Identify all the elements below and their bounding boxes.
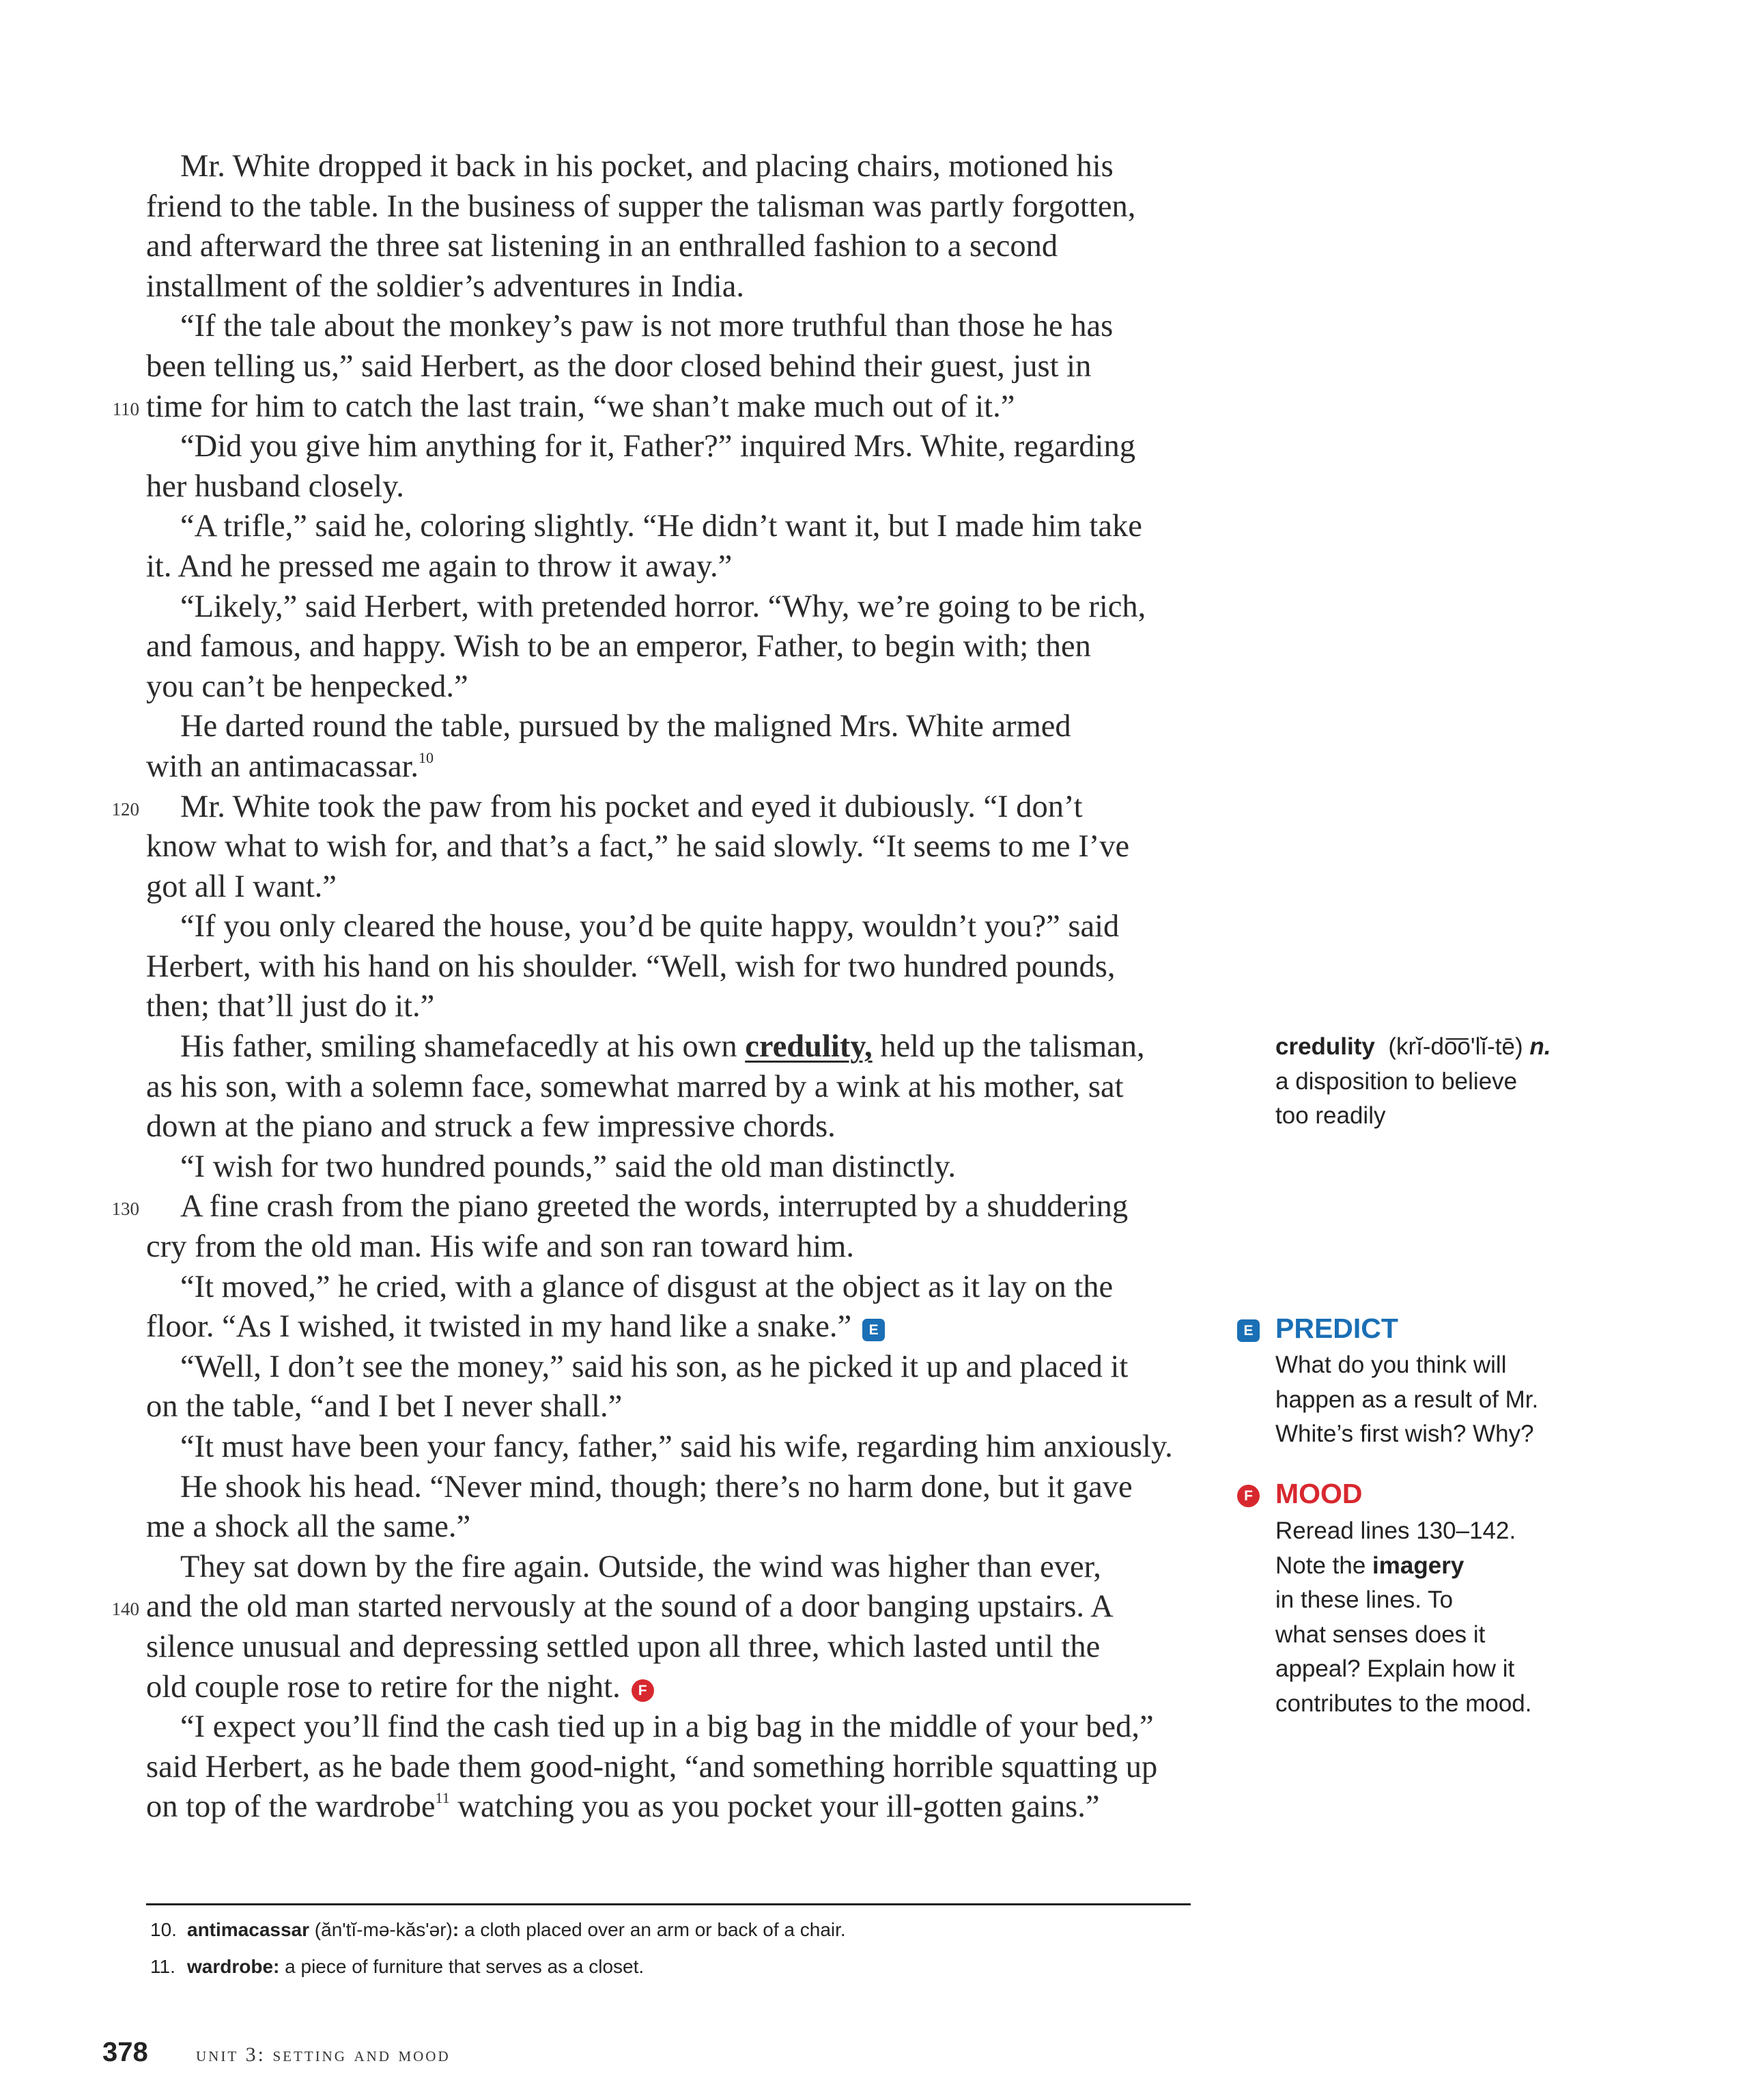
line-text: and afterward the three sat listening in an enthralled fashion to a second (146, 229, 1058, 264)
text-line (146, 467, 1188, 507)
text-line (146, 1548, 1188, 1588)
vocabulary-word[interactable]: credulity, (745, 1029, 873, 1065)
line-text: They sat down by the fire again. Outside, the wind was higher than ever, (180, 1549, 1101, 1584)
text-line (146, 1268, 1188, 1308)
line-text: you can’t be henpecked.” (146, 669, 468, 704)
line-text: cry from the old man. His wife and son ran toward him. (146, 1229, 854, 1265)
callout-line: What do you think will (1275, 1352, 1507, 1378)
callout-marker-e: E (862, 1319, 885, 1341)
callout-line: happen as a result of Mr. (1275, 1386, 1539, 1413)
page-number: 378 (102, 2037, 148, 2067)
text-line (146, 227, 1188, 267)
line-text: time for him to catch the last train, “we shan’t make much out of it.” (146, 389, 1015, 424)
text-line (146, 1627, 1188, 1668)
line-text: He darted round the table, pursued by the maligned Mrs. White armed (180, 709, 1071, 744)
text-line (146, 907, 1188, 947)
text-line (111, 787, 1188, 828)
mood-heading: MOOD (1275, 1478, 1363, 1509)
footnote-reference[interactable]: 11 (435, 1789, 450, 1807)
line-text: said Herbert, as he bade them good-night, “and something horrible squatting up (146, 1749, 1158, 1784)
line-text: “Did you give him anything for it, Father?” inquired Mrs. White, regarding (180, 429, 1135, 464)
text-line (146, 1668, 1188, 1708)
text-line (146, 1787, 1188, 1828)
line-text: watching you as you pocket your ill-gotten gains.” (449, 1789, 1100, 1825)
footnote-text: a cloth placed over an arm or back of a chair. (459, 1919, 846, 1940)
line-text: “A trifle,” said he, coloring slightly. “He didn’t want it, but I made him take (180, 509, 1142, 544)
footnote-number: 10. (150, 1919, 177, 1940)
story-text (111, 147, 1188, 1828)
running-footer (196, 2043, 451, 2067)
text-line (111, 1587, 1188, 1627)
line-text: silence unusual and depressing settled upon all three, which lasted until the (146, 1629, 1101, 1664)
vocab-pronunciation: (krĭ-do͞oʹlĭ-tē) (1388, 1033, 1523, 1060)
line-text: “It moved,” he cried, with a glance of disgust at the object as it lay on the (180, 1269, 1114, 1304)
line-text: His father, smiling shamefacedly at his own (180, 1029, 746, 1065)
text-line (146, 1748, 1188, 1788)
line-text: then; that’ll just do it.” (146, 989, 435, 1024)
text-line (146, 1468, 1188, 1508)
text-line (146, 187, 1188, 227)
line-text: as his son, with a solemn face, somewhat marred by a wink at his mother, sat (146, 1069, 1124, 1104)
footnote (150, 1956, 644, 1978)
text-line (146, 1307, 1188, 1347)
line-text: old couple rose to retire for the night. (146, 1669, 621, 1705)
text-line (146, 1507, 1188, 1548)
line-text: held up the talisman, (872, 1029, 1145, 1065)
text-line (146, 747, 1188, 787)
text-line (112, 387, 1188, 428)
text-line (146, 587, 1188, 628)
running-footer-text: unit 3: setting and mood (196, 2043, 451, 2066)
vocabulary-note (1275, 1030, 1551, 1134)
line-text: A fine crash from the piano greeted the words, interrupted by a shuddering (180, 1189, 1129, 1224)
line-number: 130 (111, 1199, 139, 1220)
line-text: “If you only cleared the house, you’d be quite happy, wouldn’t you?” said (180, 909, 1120, 944)
vocab-definition-line: too readily (1275, 1102, 1386, 1129)
footnote-term: wardrobe: (187, 1956, 280, 1977)
line-text: Mr. White dropped it back in his pocket, and placing chairs, motioned his (180, 149, 1114, 184)
vocab-definition-line: a disposition to believe (1275, 1067, 1518, 1095)
line-text: it. And he pressed me again to throw it away.” (146, 548, 733, 584)
text-line (146, 707, 1188, 747)
line-text: and famous, and happy. Wish to be an emperor, Father, to begin with; then (146, 629, 1091, 664)
line-text: down at the piano and struck a few impressive chords. (146, 1109, 836, 1145)
mood-callout-body (1275, 1514, 1532, 1721)
text-line (146, 1707, 1188, 1748)
text-line (146, 1387, 1188, 1427)
text-line (146, 427, 1188, 467)
callout-marker-f: F (1237, 1485, 1260, 1507)
vocab-word: credulity (1275, 1033, 1375, 1060)
text-line (146, 627, 1188, 667)
footnote-text: a piece of furniture that serves as a closet. (279, 1956, 645, 1977)
line-text: her husband closely. (146, 468, 404, 504)
predict-callout-body (1275, 1348, 1538, 1452)
line-text: on the table, “and I bet I never shall.” (146, 1389, 623, 1425)
callout-line: contributes to the mood. (1275, 1690, 1532, 1717)
line-text: “If the tale about the monkey’s paw is not more truthful than those he has (180, 309, 1114, 344)
line-text: floor. “As I wished, it twisted in my hand like a snake.” (146, 1309, 852, 1345)
text-line (146, 147, 1188, 187)
text-line (146, 987, 1188, 1027)
line-text: “Well, I don’t see the money,” said his son, as he picked it up and placed it (180, 1349, 1129, 1384)
line-text: know what to wish for, and that’s a fact,” he said slowly. “It seems to me I’ve (146, 829, 1130, 865)
line-number: 110 (112, 398, 139, 419)
callout-marker-f: F (632, 1679, 654, 1702)
text-line (146, 947, 1188, 988)
footnote-term: antimacassar (187, 1919, 310, 1940)
line-text: been telling us,” said Herbert, as the door closed behind their guest, just in (146, 348, 1092, 384)
imagery-term: imagery (1372, 1552, 1464, 1579)
footnote-colon: : (452, 1919, 459, 1940)
text-line (146, 867, 1188, 908)
callout-marker-e: E (1237, 1319, 1260, 1342)
footnote-pronunciation: (ănʹtĭ-mə-kăsʹər) (309, 1919, 453, 1940)
footnote-reference[interactable]: 10 (419, 748, 434, 766)
text-line (146, 1147, 1188, 1188)
callout-line: in these lines. To (1275, 1586, 1454, 1613)
vocab-part-of-speech: n. (1529, 1033, 1551, 1060)
line-text: friend to the table. In the business of supper the talisman was partly forgotten, (146, 188, 1136, 224)
line-text: got all I want.” (146, 869, 337, 904)
predict-heading: PREDICT (1275, 1313, 1398, 1344)
text-line (146, 267, 1188, 307)
callout-text: Note the (1275, 1552, 1373, 1579)
footnote-number: 11. (150, 1956, 175, 1977)
text-line (146, 1347, 1188, 1388)
text-line (146, 507, 1188, 547)
line-text: “I expect you’ll find the cash tied up in a big bag in the middle of your bed,” (180, 1709, 1154, 1745)
line-text: “Likely,” said Herbert, with pretended horror. “Why, we’re going to be rich, (180, 589, 1146, 624)
line-text: installment of the soldier’s adventures in India. (146, 268, 744, 304)
line-number: 120 (111, 798, 139, 820)
text-line (146, 1107, 1188, 1147)
line-text: on top of the wardrobe (146, 1789, 436, 1825)
text-line (146, 1227, 1188, 1268)
line-text: and the old man started nervously at the sound of a door banging upstairs. A (146, 1589, 1114, 1625)
line-text: Mr. White took the paw from his pocket and eyed it dubiously. “I don’t (180, 789, 1083, 824)
text-line (146, 667, 1188, 708)
text-line (146, 547, 1188, 587)
text-line (146, 1027, 1188, 1067)
text-line (146, 827, 1188, 867)
text-line (146, 1427, 1188, 1468)
text-line (146, 347, 1188, 387)
line-text: me a shock all the same.” (146, 1509, 471, 1545)
line-text: “I wish for two hundred pounds,” said the old man distinctly. (180, 1149, 957, 1184)
line-text: Herbert, with his hand on his shoulder. “Well, wish for two hundred pounds, (146, 949, 1116, 984)
callout-line: what senses does it (1275, 1621, 1486, 1648)
text-line (146, 1067, 1188, 1108)
text-line (111, 1187, 1188, 1227)
callout-line: White’s first wish? Why? (1275, 1420, 1534, 1447)
footnote (150, 1919, 846, 1941)
callout-line: appeal? Explain how it (1275, 1655, 1515, 1682)
line-text: He shook his head. “Never mind, though; there’s no harm done, but it gave (180, 1469, 1133, 1504)
text-line (146, 307, 1188, 347)
callout-line: Reread lines 130–142. (1275, 1517, 1516, 1544)
footnote-rule (146, 1903, 1191, 1905)
line-text: with an antimacassar. (146, 748, 419, 784)
line-number: 140 (111, 1599, 139, 1620)
callout-line (1275, 1549, 1532, 1584)
line-text: “It must have been your fancy, father,” said his wife, regarding him anxiously. (180, 1429, 1173, 1464)
